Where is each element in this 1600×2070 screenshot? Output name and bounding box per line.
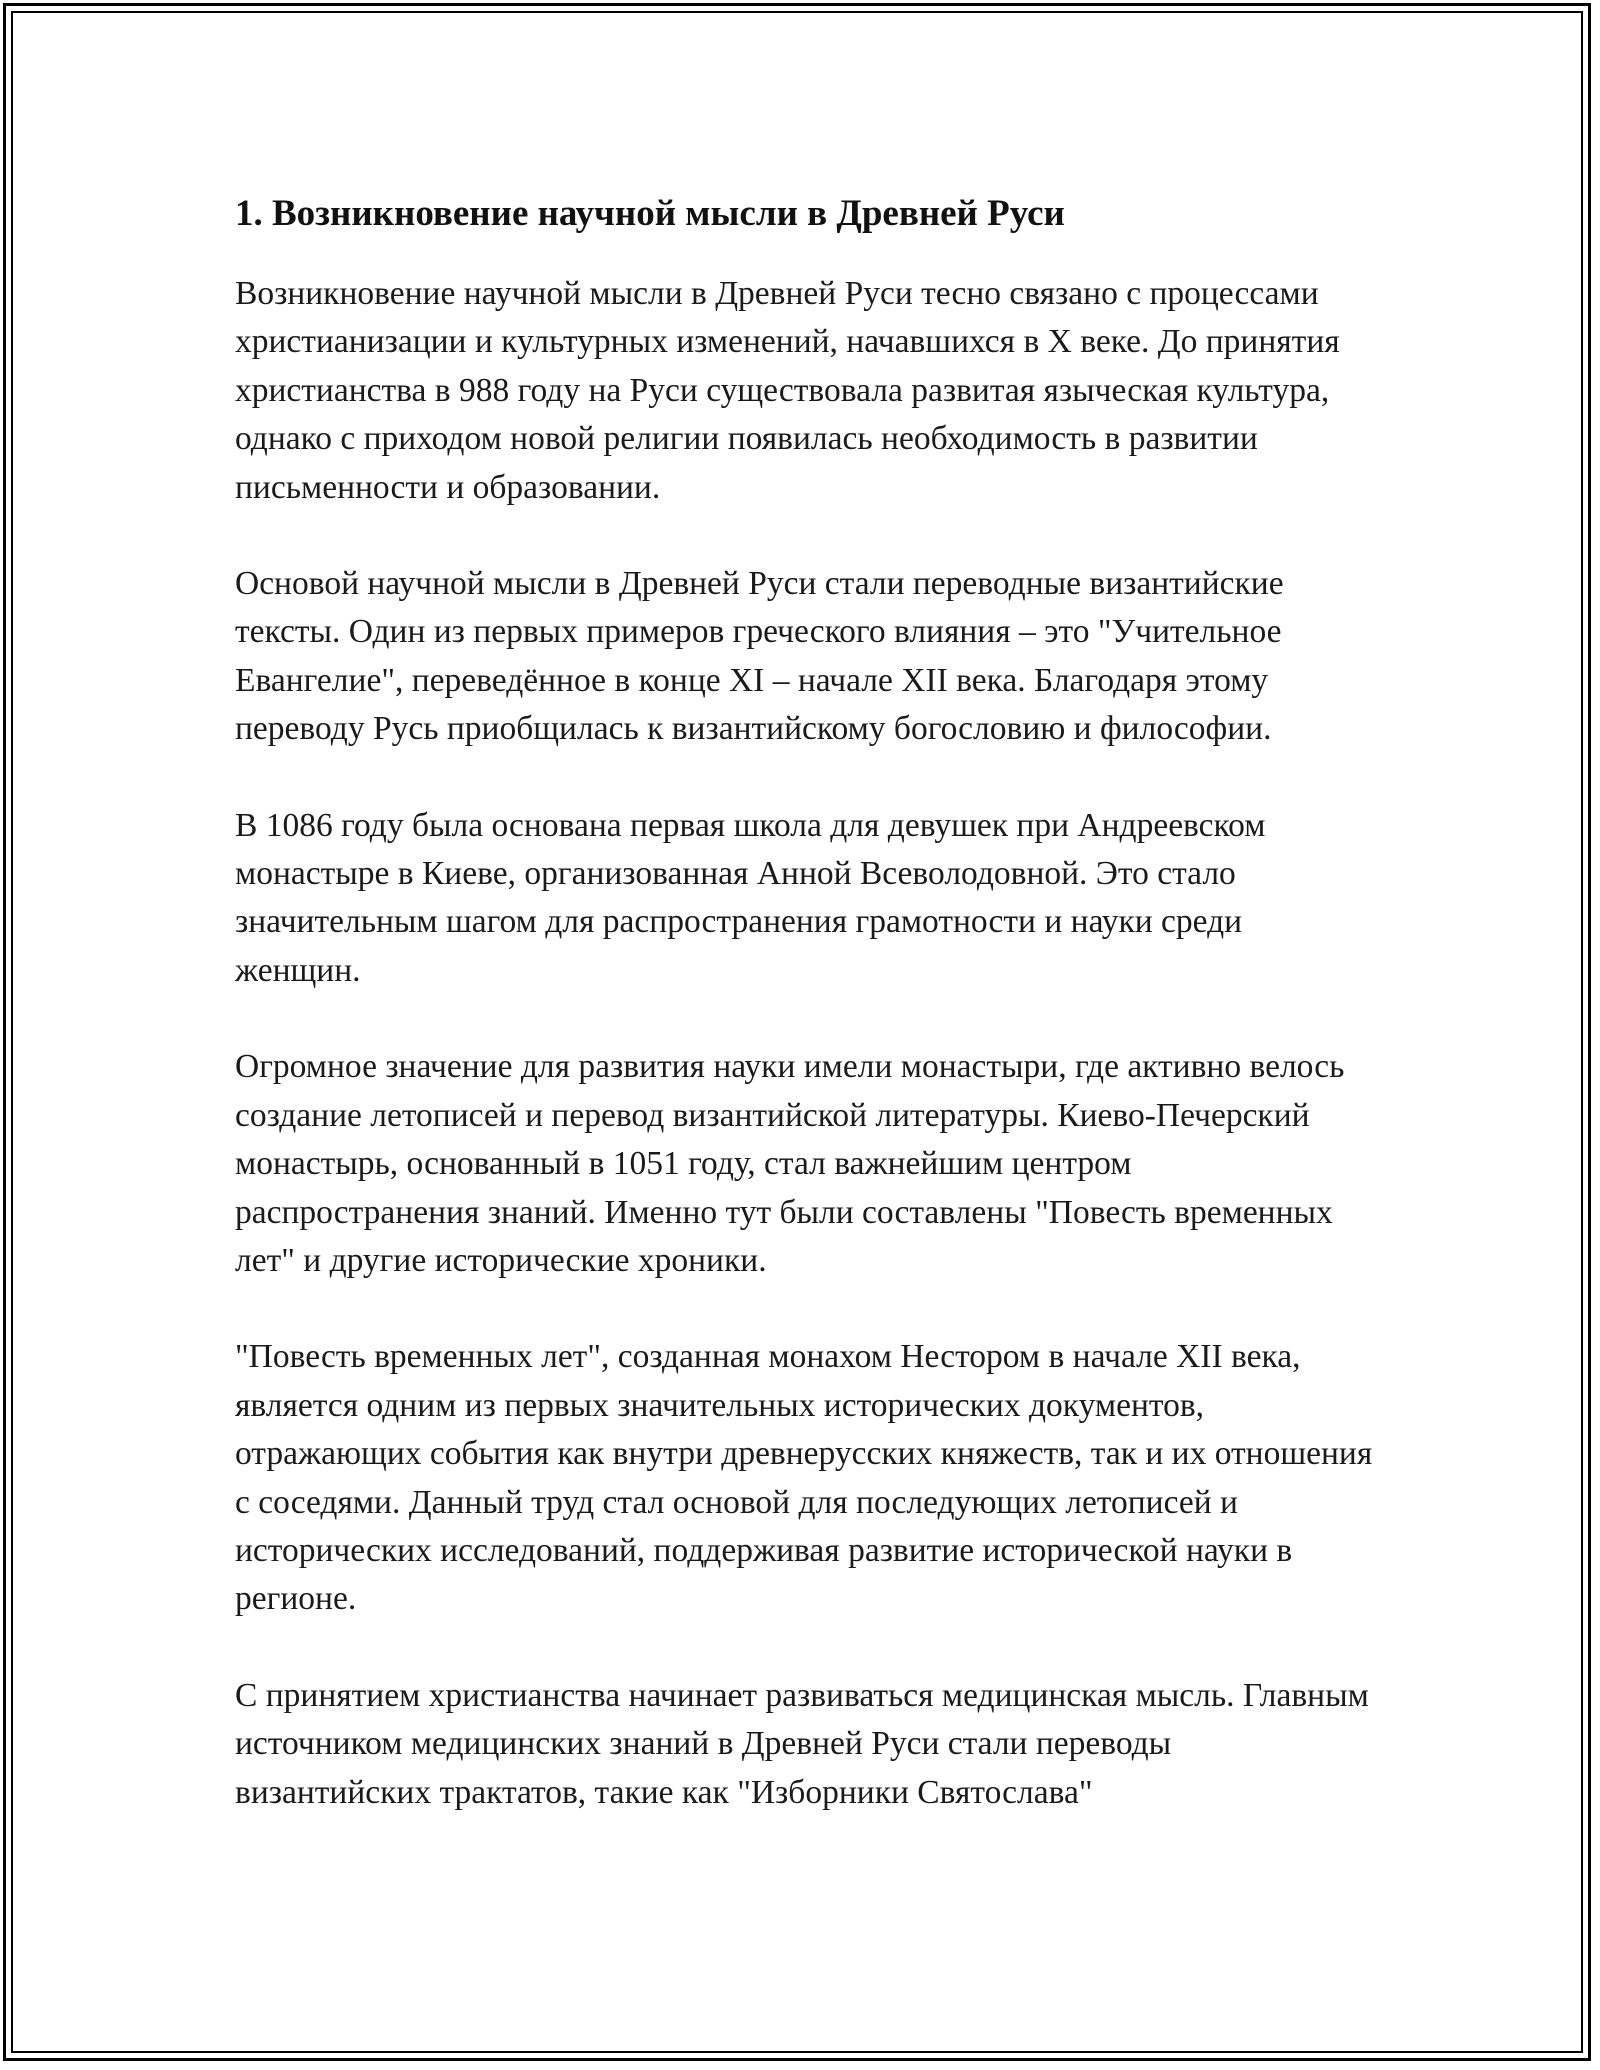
- paragraph-3: В 1086 году была основана первая школа для девушек при Андреевском монастыре в Киеве, организованная Анной Всеволодовной. Это стало значительным шагом для распространения грамотности и науки среди женщин.: [235, 806, 1266, 989]
- section-title: 1. Возникновение научной мысли в Древней Руси: [235, 193, 1065, 234]
- document-body: [235, 186, 1375, 1865]
- paragraph-2: Основой научной мысли в Древней Руси стали переводные византийские тексты. Один из первых примеров греческого влияния – это "Учительное Евангелие", переведённое в конце XI – начале XII века. Благодаря этому переводу Русь приобщилась к византийскому богословию и философии.: [235, 565, 1284, 748]
- paragraph-1: Возникновение научной мысли в Древней Руси тесно связано с процессами христианизации и культурных изменений, начавшихся в X веке. До принятия христианства в 988 году на Руси существовала развитая языческая культура, однако с приходом новой религии появилась необходимость в развитии письменности и образовании.: [235, 275, 1340, 506]
- paragraph-6: С принятием христианства начинает развиваться медицинская мысль. Главным источником медицинских знаний в Древней Руси стали переводы византийских трактатов, такие как "Изборники Святослава": [235, 1676, 1369, 1811]
- paragraph-4: Огромное значение для развития науки имели монастыри, где активно велось создание летописей и перевод византийской литературы. Киево-Печерский монастырь, основанный в 1051 году, стал важнейшим центром распространения знаний. Именно тут были составлены "Повесть временных лет" и другие исторические хроники.: [235, 1048, 1345, 1279]
- paragraph-5: "Повесть временных лет", созданная монахом Нестором в начале XII века, является одним из первых значительных исторических документов, отражающих события как внутри древнерусских княжеств, так и их отношения с соседями. Данный труд стал основой для последующих летописей и исторических исследований, поддерживая развитие исторической науки в регионе.: [235, 1338, 1373, 1618]
